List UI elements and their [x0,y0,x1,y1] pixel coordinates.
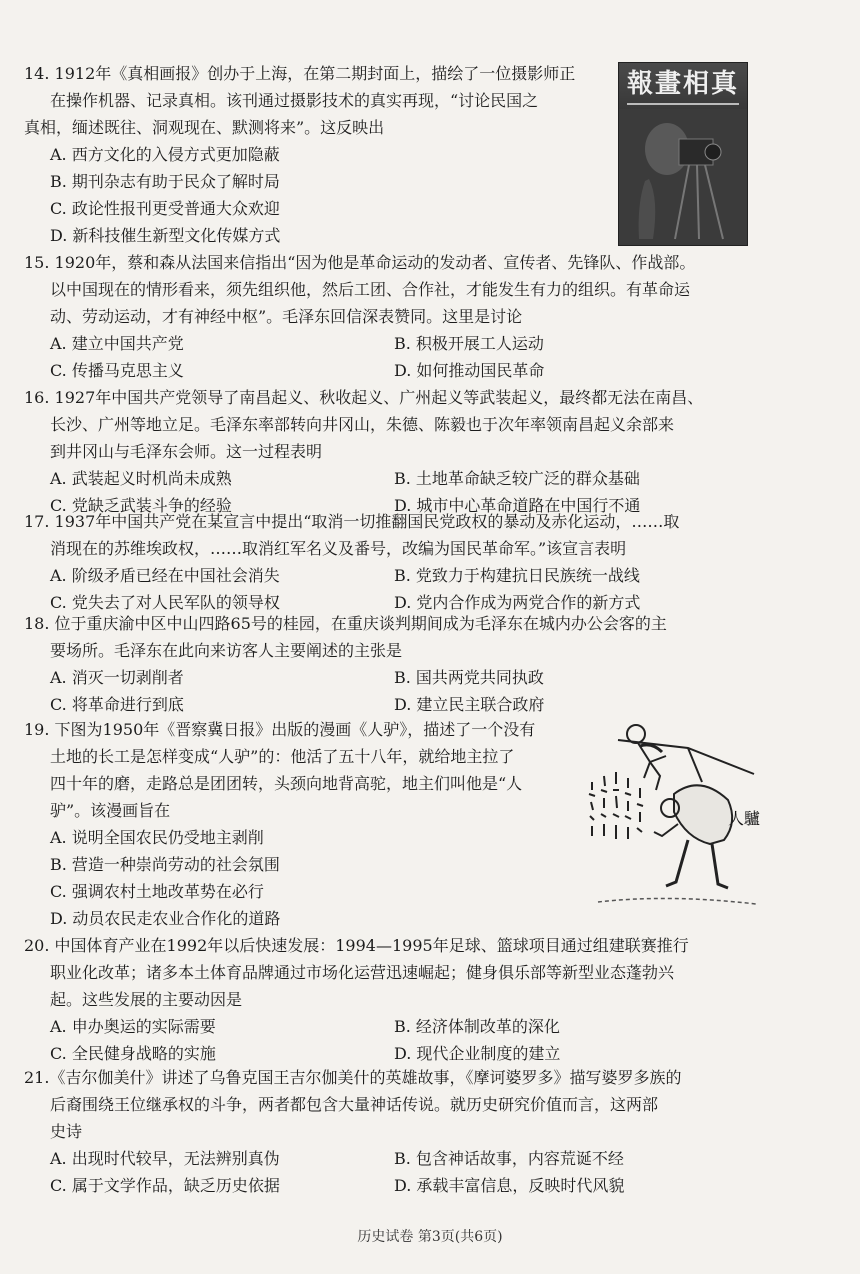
option-d[interactable]: D. 党内合作成为两党合作的新方式 [394,593,641,612]
question-stem-line: 到井冈山与毛泽东会师。这一过程表明 [50,442,323,461]
photographer-illustration [619,109,747,243]
question-stem-line: 18. 位于重庆渝中区中山四路65号的桂园，在重庆谈判期间成为毛泽东在城内办公会客的主 [24,614,667,633]
question-stem-line: 后裔围绕王位继承权的斗争，两者都包含大量神话传说。就历史研究价值而言，这两部 [50,1095,659,1114]
question-stem-line: 以中国现在的情形看来，须先组织他，然后工团、合作社，才能发生有力的组织。有革命运 [50,280,691,299]
option-b[interactable]: B. 期刊杂志有助于民众了解时局 [50,172,280,191]
page-footer: 历史试卷 第3页(共6页) [357,1229,503,1245]
option-c[interactable]: C. 传播马克思主义 [50,361,184,380]
option-a[interactable]: A. 说明全国农民仍受地主剥削 [50,828,264,847]
option-c[interactable]: C. 属于文学作品，缺乏历史依据 [50,1176,280,1195]
cartoon-caption: 人驢 [728,809,761,828]
question-15 [24,249,814,384]
magazine-cover-image [618,62,748,246]
option-b[interactable]: B. 土地革命缺乏较广泛的群众基础 [394,469,640,488]
question-stem-line: 要场所。毛泽东在此向来访客人主要阐述的主张是 [50,641,403,660]
options [24,562,814,616]
option-d[interactable]: D. 现代企业制度的建立 [394,1044,561,1063]
question-stem-line: 起。这些发展的主要动因是 [50,990,243,1009]
question-stem-line: 长沙、广州等地立足。毛泽东率部转向井冈山，朱德、陈毅也于次年率领南昌起义余部来 [50,415,675,434]
options [24,664,814,718]
option-a[interactable]: A. 消灭一切剥削者 [50,668,184,687]
option-c[interactable]: C. 将革命进行到底 [50,695,184,714]
option-b[interactable]: B. 积极开展工人运动 [394,334,544,353]
question-16 [24,384,814,519]
question-stem-line: 史诗 [50,1122,83,1141]
option-d[interactable]: D. 如何推动国民革命 [394,361,545,380]
question-stem-line: 职业化改革；诸多本土体育品牌通过市场化运营迅速崛起；健身俱乐部等新型业态蓬勃兴 [50,963,675,982]
options [24,330,814,384]
question-stem-line: 土地的长工是怎样变成“人驴”的：他活了五十八年，就给地主拉了 [50,747,515,766]
question-stem-line: 真相，缅述既往、洞观现在、默测将来”。这反映出 [24,118,385,137]
option-d[interactable]: D. 新科技催生新型文化传媒方式 [50,226,281,245]
question-18 [24,610,814,718]
option-d[interactable]: D. 承载丰富信息，反映时代风貌 [394,1176,625,1195]
options [24,1145,814,1199]
option-b[interactable]: B. 营造一种崇尚劳动的社会氛围 [50,855,280,874]
option-c[interactable]: C. 强调农村土地改革势在必行 [50,882,264,901]
option-b[interactable]: B. 党致力于构建抗日民族统一战线 [394,566,640,585]
options [24,1013,814,1067]
option-a[interactable]: A. 申办奥运的实际需要 [50,1017,216,1036]
option-a[interactable]: A. 建立中国共产党 [50,334,184,353]
option-d[interactable]: D. 建立民主联合政府 [394,695,545,714]
option-d[interactable]: D. 动员农民走农业合作化的道路 [50,909,281,928]
option-a[interactable]: A. 西方文化的入侵方式更加隐蔽 [50,145,280,164]
question-stem-line: 14. 1912年《真相画报》创办于上海，在第二期封面上，描绘了一位摄影师正 [24,64,576,83]
question-stem-line: 20. 中国体育产业在1992年以后快速发展：1994—1995年足球、篮球项目通过组建联赛推行 [24,936,689,955]
option-c[interactable]: C. 全民健身战略的实施 [50,1044,216,1063]
option-a[interactable]: A. 阶级矛盾已经在中国社会消失 [50,566,280,585]
question-stem-line: 16. 1927年中国共产党领导了南昌起义、秋收起义、广州起义等武装起义，最终都无法在南昌、 [24,388,704,407]
option-c[interactable]: C. 党缺乏武装斗争的经验 [50,496,232,515]
question-stem-line: 动、劳动运动，才有神经中枢”。毛泽东回信深表赞同。这里是讨论 [50,307,523,326]
cover-masthead: 報畫相真 [626,69,739,99]
option-d[interactable]: D. 城市中心革命道路在中国行不通 [394,496,641,515]
option-b[interactable]: B. 国共两党共同执政 [394,668,544,687]
option-c[interactable]: C. 党失去了对人民军队的领导权 [50,593,280,612]
option-a[interactable]: A. 武装起义时机尚未成熟 [50,469,232,488]
option-a[interactable]: A. 出现时代较早，无法辨别真伪 [50,1149,280,1168]
question-stem-line: 消现在的苏维埃政权，……取消红军名义及番号，改编为国民革命军。”该宣言表明 [50,539,627,558]
option-b[interactable]: B. 包含神话故事，内容荒诞不经 [394,1149,624,1168]
question-stem-line: 15. 1920年，蔡和森从法国来信指出“因为他是革命运动的发动者、宣传者、先锋队、作战部。 [24,253,696,272]
option-c[interactable]: C. 政论性报刊更受普通大众欢迎 [50,199,280,218]
question-21 [24,1064,814,1199]
question-20 [24,932,814,1067]
cartoon-image [578,712,766,922]
question-17 [24,508,814,616]
cover-strip [627,103,739,105]
question-stem-line: 驴”。该漫画旨在 [50,801,171,820]
question-stem-line: 17. 1937年中国共产党在某宣言中提出“取消一切推翻国民党政权的暴动及赤化运动，……取 [24,512,680,531]
question-stem-line: 21.《吉尔伽美什》讲述了乌鲁克国王吉尔伽美什的英雄故事，《摩诃婆罗多》描写婆罗多族的 [24,1068,682,1087]
question-stem-line: 四十年的磨，走路总是团团转，头颈向地背高驼，地主们叫他是“人 [50,774,523,793]
question-stem-line: 19. 下图为1950年《晋察冀日报》出版的漫画《人驴》，描述了一个没有 [24,720,536,739]
question-stem-line: 在操作机器、记录真相。该刊通过摄影技术的真实再现，“讨论民国之 [50,91,539,110]
option-b[interactable]: B. 经济体制改革的深化 [394,1017,560,1036]
